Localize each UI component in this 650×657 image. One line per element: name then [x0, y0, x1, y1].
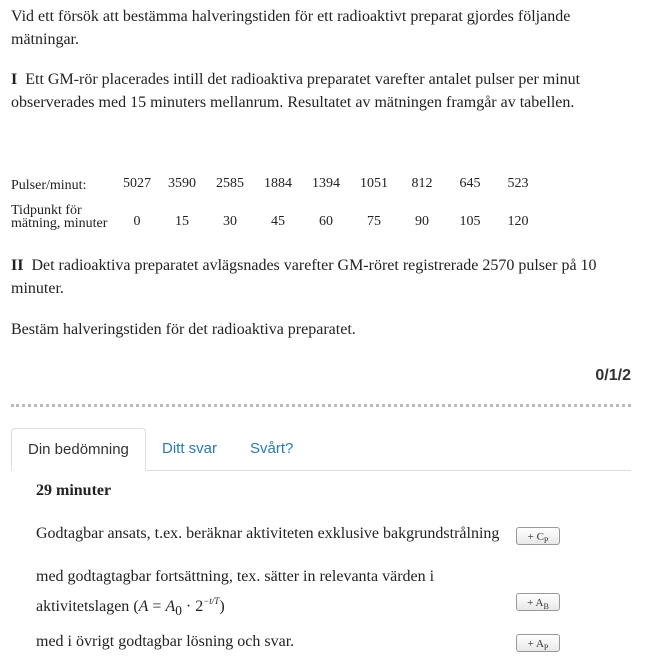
- pulse-value: 5027: [123, 176, 151, 191]
- criterion-2: [36, 565, 476, 623]
- activity-law-formula: $(A = A_0 \cdot 2^{-t/T})$: [133, 596, 225, 619]
- criterion-1: Godtagbar ansats, t.ex. beräknar aktiviteten exklusive bakgrundstrålning: [36, 525, 500, 542]
- points-button-label: + A: [527, 597, 544, 609]
- criterion-2-text: med godtagtagbar fortsättning, tex. sätter in relevanta värden i aktivitetslagen: [36, 568, 435, 615]
- correct-answer: 29 minuter: [36, 482, 112, 499]
- points-button-cp[interactable]: [516, 527, 560, 545]
- time-value: 90: [415, 214, 429, 229]
- measurement-table: [11, 172, 542, 230]
- score-label: 0/1/2: [595, 367, 631, 384]
- part-2-numeral: II: [11, 257, 24, 274]
- pulse-value: 645: [459, 176, 481, 191]
- criterion-3: med i övrigt godtagbar lösning och svar.: [36, 633, 295, 650]
- pulse-value: 1884: [264, 176, 292, 191]
- time-value: 60: [319, 214, 333, 229]
- tab-din-bedomning[interactable]: Din bedömning: [11, 428, 146, 471]
- times-label: Tidpunkt för mätning, minuter: [11, 203, 108, 231]
- pulse-value: 3590: [168, 176, 196, 191]
- tab-svart[interactable]: Svårt?: [250, 440, 294, 457]
- points-button-ap[interactable]: [516, 634, 560, 652]
- points-button-label: + A: [527, 638, 544, 650]
- points-button-sub: P: [543, 536, 549, 546]
- points-button-label: + C: [527, 531, 544, 543]
- time-value: 0: [133, 214, 141, 229]
- times-row: [11, 192, 542, 230]
- points-button-ab[interactable]: [516, 593, 560, 611]
- dotted-divider: [11, 404, 631, 407]
- pulse-value: 2585: [216, 176, 244, 191]
- task-text: Bestäm halveringstiden för det radioaktiva preparatet.: [11, 321, 356, 338]
- time-value: 45: [271, 214, 285, 229]
- pulse-value: 523: [507, 176, 529, 191]
- tab-bar: [11, 428, 631, 471]
- pulses-row: [11, 172, 542, 192]
- part-1-numeral: I: [11, 71, 18, 88]
- points-button-sub: B: [543, 602, 549, 612]
- part-2-text: Det radioaktiva preparatet avlägsnades varefter GM-röret registrerade 2570 pulser på 10 minuter.: [11, 257, 597, 297]
- time-value: 120: [507, 214, 529, 229]
- time-value: 30: [223, 214, 237, 229]
- pulse-value: 812: [411, 176, 433, 191]
- pulse-value: 1051: [360, 176, 388, 191]
- part-1: [11, 68, 611, 114]
- intro-text: Vid ett försök att bestämma halveringstiden för ett radioaktivt preparat gjordes följande mätningar.: [11, 8, 571, 48]
- part-1-text: Ett GM-rör placerades intill det radioaktiva preparatet varefter antalet pulser per minut observerades med 15 minuters mellanrum. Resultatet av mätningen framgår av tabellen.: [11, 71, 581, 111]
- part-2: [11, 254, 611, 300]
- time-value: 105: [459, 214, 481, 229]
- time-value: 75: [367, 214, 381, 229]
- points-button-sub: P: [543, 643, 549, 653]
- pulses-label: Pulser/minut:: [11, 178, 87, 193]
- time-value: 15: [175, 214, 189, 229]
- tab-ditt-svar[interactable]: Ditt svar: [162, 440, 218, 457]
- pulse-value: 1394: [312, 176, 340, 191]
